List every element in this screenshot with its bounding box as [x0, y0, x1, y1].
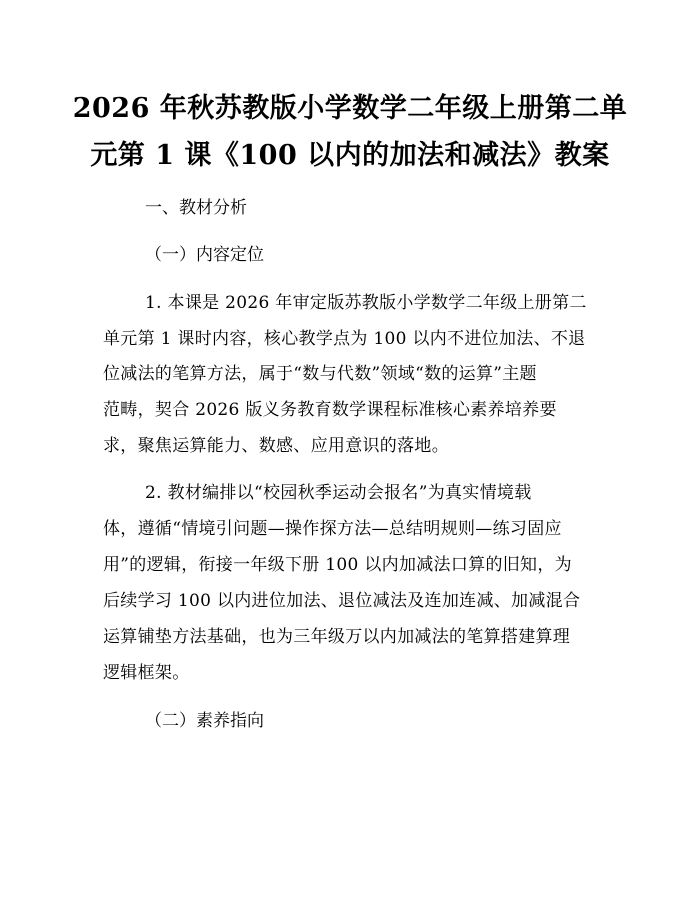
paragraph-2-line-5: 运算铺垫方法基础，也为三年级万以内加减法的笔算搭建算理: [103, 627, 571, 647]
paragraph-2-line-1: 2. 教材编排以“校园秋季运动会报名”为真实情境载: [145, 483, 532, 503]
paragraph-1-line-3: 位减法的笔算方法，属于“数与代数”领域“数的运算”主题: [103, 364, 537, 384]
paragraph-2-line-3: 用”的逻辑，衔接一年级下册 100 以内加减法口算的旧知，为: [103, 555, 572, 575]
paragraph-1-line-5: 求，聚焦运算能力、数感、应用意识的落地。: [103, 436, 449, 456]
subsection-heading-literacy-orientation: （二）素养指向: [145, 711, 264, 731]
subsection-heading-content-positioning: （一）内容定位: [145, 245, 264, 265]
paragraph-1-line-1: 1. 本课是 2026 年审定版苏教版小学数学二年级上册第二: [145, 293, 587, 313]
paragraph-1-line-4: 范畴，契合 2026 版义务教育数学课程标准核心素养培养要: [103, 400, 557, 420]
section-heading-analysis: 一、教材分析: [145, 198, 247, 218]
document-title-line-1: 2026 年秋苏教版小学数学二年级上册第二单: [72, 93, 628, 124]
document-title-line-2: 元第 1 课《100 以内的加法和减法》教案: [90, 140, 610, 171]
paragraph-2-line-2: 体，遵循“情境引问题—操作探方法—总结明规则—练习固应: [103, 519, 562, 539]
paragraph-2-line-4: 后续学习 100 以内进位加法、退位减法及连加连减、加减混合: [103, 591, 581, 611]
paragraph-1-line-2: 单元第 1 课时内容，核心教学点为 100 以内不进位加法、不退: [103, 329, 586, 349]
paragraph-2-line-6: 逻辑框架。: [103, 663, 190, 683]
